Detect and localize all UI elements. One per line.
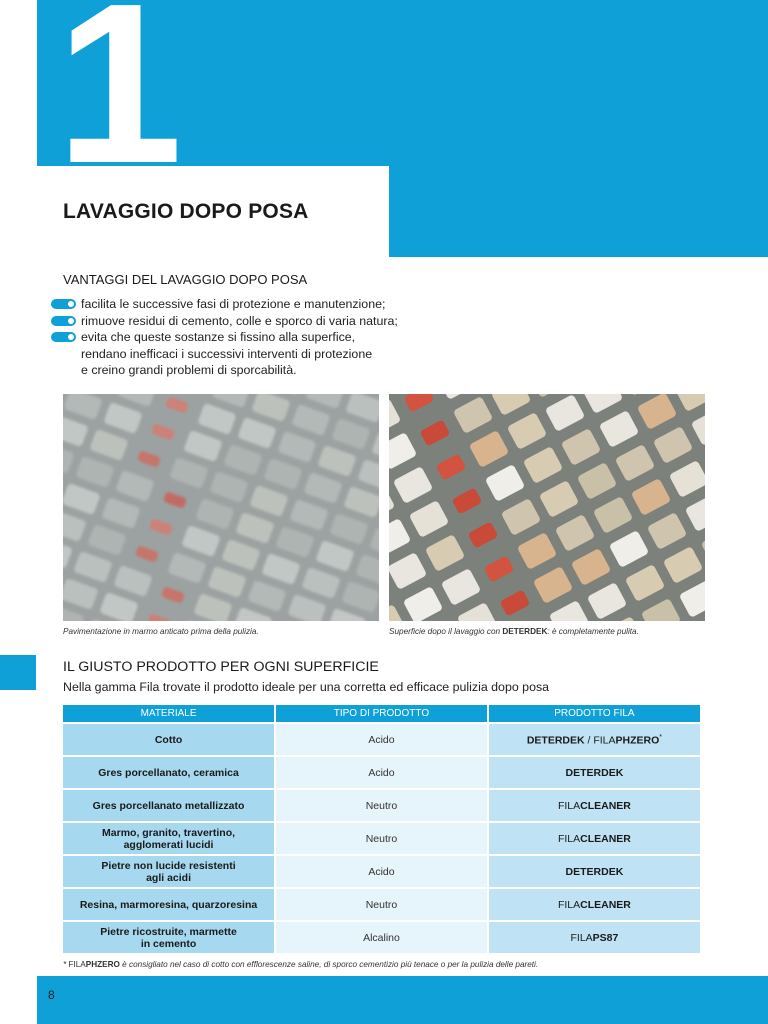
product-name-part: PHZERO	[615, 734, 660, 747]
bullet-text: rendano inefficaci i successivi interventi di protezione	[81, 346, 373, 361]
cell-fila-product	[489, 757, 700, 788]
product-name-part: CLEANER	[580, 832, 631, 845]
side-tab-marker	[0, 655, 36, 690]
cell-material-line: Marmo, granito, travertino,	[102, 826, 236, 839]
bullet-text: rimuove residui di cemento, colle e sporco di varia natura;	[81, 313, 398, 328]
cell-material	[63, 823, 274, 854]
cell-material-line: Gres porcellanato, ceramica	[98, 766, 239, 779]
footnote-brand-light: FILA	[68, 960, 86, 969]
table-header-row	[63, 705, 700, 722]
cell-material	[63, 790, 274, 821]
header-prodotto-fila: PRODOTTO FILA	[489, 705, 700, 722]
cell-material-line: Pietre ricostruite, marmette	[100, 925, 237, 938]
cell-material	[63, 922, 274, 953]
cell-fila-product	[489, 922, 700, 953]
product-name-part: FILA	[557, 799, 581, 812]
table-row	[63, 823, 700, 854]
page-number: 8	[48, 988, 55, 1002]
advantages-list	[50, 296, 410, 379]
table-row	[63, 757, 700, 788]
cell-material	[63, 724, 274, 755]
section-intro: Nella gamma Fila trovate il prodotto ideale per una corretta ed efficace pulizia dopo posa	[63, 680, 550, 694]
bullet-text: e creino grandi problemi di sporcabilità.	[81, 363, 297, 377]
bullet-line	[50, 296, 410, 313]
cell-material-line: agglomerati lucidi	[123, 838, 214, 851]
bullet-pill-icon	[51, 332, 76, 342]
cell-product-type: Neutro	[276, 823, 487, 854]
table-row	[63, 922, 700, 953]
cell-material-line: in cemento	[140, 937, 197, 950]
product-name-part: CLEANER	[580, 799, 631, 812]
cell-material-line: Gres porcellanato metallizzato	[92, 799, 245, 812]
cell-fila-product	[489, 790, 700, 821]
bullet-pill-icon	[51, 316, 76, 326]
product-name-part: *	[659, 734, 663, 742]
header-block-extension	[389, 166, 768, 257]
cell-material-line: agli acidi	[146, 871, 191, 884]
caption-before: Pavimentazione in marmo anticato prima della pulizia.	[63, 627, 259, 636]
cell-fila-product	[489, 823, 700, 854]
product-name-part: FILA	[557, 898, 581, 911]
cell-product-type: Alcalino	[276, 922, 487, 953]
caption-after-text-end: : è completamente pulita.	[547, 627, 639, 636]
header-materiale: MATERIALE	[63, 705, 274, 722]
header-tipo-prodotto: TIPO DI PRODOTTO	[276, 705, 487, 722]
product-name-part: DETERDEK	[526, 734, 585, 747]
footnote-star: *	[63, 960, 69, 969]
caption-after	[389, 627, 639, 636]
cell-fila-product	[489, 856, 700, 887]
footnote-text: è consigliato nel caso di cotto con efflorescenze saline, di sporco cementizio più tenace o per la pulizia delle pareti.	[119, 960, 539, 969]
cell-fila-product	[489, 889, 700, 920]
table-row	[63, 889, 700, 920]
product-name-part: DETERDEK	[565, 865, 624, 878]
product-name-part: PS87	[592, 931, 619, 944]
caption-after-text: Superficie dopo il lavaggio con	[389, 627, 503, 636]
product-name-part: DETERDEK	[565, 766, 624, 779]
cell-product-type: Acido	[276, 856, 487, 887]
cell-material	[63, 757, 274, 788]
cell-product-type: Neutro	[276, 790, 487, 821]
bullet-text: facilita le successive fasi di protezione e manutenzione;	[81, 297, 386, 311]
cell-material	[63, 889, 274, 920]
section-heading-advantages: VANTAGGI DEL LAVAGGIO DOPO POSA	[63, 272, 308, 287]
footnote-brand-bold: PHZERO	[85, 960, 120, 969]
product-name-part: FILA	[557, 832, 581, 845]
product-name-part: FILA	[570, 931, 593, 944]
footer-bar	[37, 976, 768, 1024]
table-row	[63, 856, 700, 887]
product-name-part: / FILA	[584, 734, 616, 747]
cell-product-type: Acido	[276, 757, 487, 788]
bullet-line	[50, 362, 410, 379]
cell-product-type: Acido	[276, 724, 487, 755]
page-title: LAVAGGIO DOPO POSA	[63, 200, 309, 223]
cell-product-type: Neutro	[276, 889, 487, 920]
photo-before-cleaning	[63, 394, 379, 621]
photo-after-cleaning	[389, 394, 705, 621]
cell-fila-product	[489, 724, 700, 755]
table-row	[63, 790, 700, 821]
bullet-text: evita che queste sostanze si fissino alla superfice,	[81, 330, 356, 344]
chapter-number: 1	[56, 0, 175, 211]
bullet-pill-icon	[51, 299, 76, 309]
product-table	[61, 703, 702, 955]
section-heading-products: IL GIUSTO PRODOTTO PER OGNI SUPERFICIE	[63, 659, 379, 675]
bullet-line	[50, 313, 410, 330]
cell-material-line: Pietre non lucide resistenti	[101, 859, 236, 872]
cell-material	[63, 856, 274, 887]
cell-material-line: Cotto	[154, 733, 183, 746]
product-name-part: CLEANER	[580, 898, 631, 911]
caption-after-brand: DETERDEK	[502, 627, 548, 636]
table-row	[63, 724, 700, 755]
footnote	[63, 960, 538, 969]
cell-material-line: Resina, marmoresina, quarzoresina	[79, 898, 258, 911]
bullet-line	[50, 346, 410, 363]
bullet-line	[50, 329, 410, 346]
